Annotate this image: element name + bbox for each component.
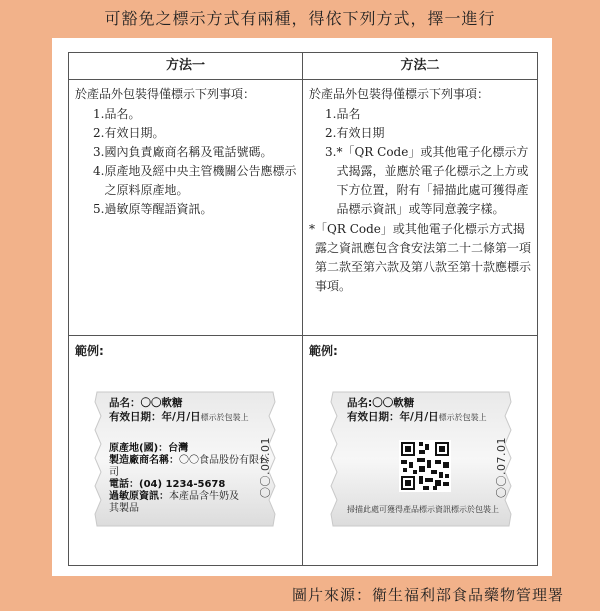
method1-intro: 於產品外包裝得僅標示下列事項： bbox=[75, 87, 256, 101]
list-item: 1. 品名 bbox=[325, 107, 361, 121]
comparison-card bbox=[52, 38, 552, 576]
list-item: 3. 國內負責廠商名稱及電話號碼。 bbox=[93, 145, 273, 159]
method1-content bbox=[75, 85, 297, 219]
column-divider bbox=[302, 53, 303, 565]
package-origin: 原產地(國)：台灣 bbox=[109, 443, 189, 454]
qr-code-icon bbox=[399, 440, 451, 492]
method1-package-example bbox=[89, 386, 281, 532]
package-expiry: 有效日期：年/月/日標示於包裝上 bbox=[347, 411, 487, 423]
note-mark: * bbox=[309, 222, 315, 236]
package-date-print: 〇〇.07.01 bbox=[495, 437, 508, 498]
package-phone: 電話：(04) 1234-5678 bbox=[109, 479, 226, 490]
package-name: 品名:〇〇軟糖 bbox=[347, 397, 415, 409]
method2-content bbox=[309, 85, 531, 296]
qr-caption: 掃描此處可獲得產品標示資訊標示於包裝上 bbox=[347, 505, 499, 514]
list-item: 2. 有效日期 bbox=[325, 126, 385, 140]
list-item: 4. 原產地及經中央主管機關公告應標示之原料原產地。 bbox=[93, 164, 297, 197]
package-date-print: 〇〇.07.01 bbox=[259, 437, 272, 498]
method2-package-example bbox=[325, 386, 517, 532]
method1-header: 方法一 bbox=[165, 58, 205, 73]
comparison-table bbox=[68, 52, 538, 566]
method2-header: 方法二 bbox=[400, 58, 440, 73]
example-divider bbox=[69, 335, 537, 336]
list-item: 2. 有效日期。 bbox=[93, 126, 165, 140]
method1-list bbox=[75, 105, 297, 219]
page-title: 可豁免之標示方式有兩種，得依下列方式，擇一進行 bbox=[104, 9, 496, 28]
list-item: 1. 品名。 bbox=[93, 107, 141, 121]
image-source-credit: 圖片來源：衛生福利部食品藥物管理署 bbox=[291, 586, 564, 604]
header-divider bbox=[69, 79, 537, 80]
package-name: 品名：〇〇軟糖 bbox=[109, 397, 183, 409]
method2-intro: 於產品外包裝得僅標示下列事項： bbox=[309, 87, 490, 101]
note-text: 「QR Code」或其他電子化標示方式揭露之資訊應包含食安法第二十二條第一項第二款至第六款及第八款至第十款應標示事項。 bbox=[315, 222, 532, 293]
package-allergen: 過敏原資訊：本產品含牛奶及其製品 bbox=[109, 491, 239, 514]
method1-example-label: 範例: bbox=[75, 344, 104, 358]
method2-list bbox=[309, 105, 531, 219]
package-maker: 製造廠商名稱：〇〇食品股份有限公司 bbox=[109, 455, 269, 478]
method2-example-label: 範例: bbox=[309, 344, 338, 358]
list-item: 5. 過敏原等醒語資訊。 bbox=[93, 202, 213, 216]
list-item: 3. *「QR Code」或其他電子化標示方式揭露，並應於電子化標示之上方或下方位置，附有「掃描此處可獲得產品標示資訊」或等同意義字樣。 bbox=[325, 145, 529, 216]
method2-note bbox=[309, 220, 531, 296]
package-expiry: 有效日期：年/月/日標示於包裝上 bbox=[109, 411, 249, 423]
